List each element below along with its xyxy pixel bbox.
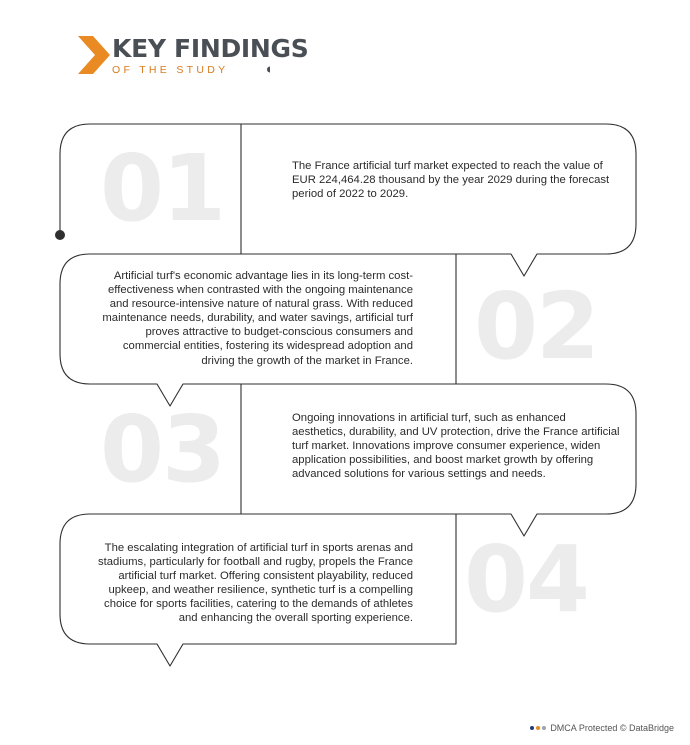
flow-start-dot: [55, 230, 65, 240]
finding-text-2: Artificial turf's economic advantage lies in its long-term cost-effectiveness when contrasted with the ongoing maintenance and resource-intensive nature of natural grass. With reduced maintenance needs, durability, and water savings, artificial turf proves attractive to budget-conscious consumers and commercial entities, fostering its widespread adoption and driving the growth of the market in France.: [102, 270, 413, 367]
finding-text-4: The escalating integration of artificial turf in sports arenas and stadiums, particularly for football and rugby, propels the France artificial turf market. Offering consistent playability, reduced upkeep, and weather resilience, synthetic turf is a compelling choice for sports facilities, catering to the demands of athletes and enhancing the overall sporting experience.: [97, 542, 413, 625]
chevron-right-icon: [78, 36, 110, 74]
footer-dmca: [530, 723, 674, 733]
page-title: KEY FINDINGS: [112, 34, 309, 63]
footer-text: DMCA Protected © DataBridge: [550, 723, 674, 733]
dots-logo-icon: [530, 726, 546, 730]
finding-number-1: 01: [100, 135, 225, 242]
half-circle-icon: [264, 66, 271, 73]
finding-text-3: Ongoing innovations in artificial turf, such as enhanced aesthetics, durability, and UV protection, drive the France artificial turf market. Innovations improve consumer experience, widen application possibilities, and boost market growth by offering advanced solutions for various settings and needs.: [292, 412, 620, 481]
finding-number-3: 03: [100, 396, 225, 503]
page-subtitle: OF THE STUDY: [112, 64, 229, 76]
finding-number-2: 02: [474, 273, 599, 380]
finding-text-1: The France artificial turf market expected to reach the value of EUR 224,464.28 thousand by the year 2029 during the forecast period of 2022 to 2029.: [292, 160, 610, 201]
finding-number-4: 04: [464, 526, 589, 633]
